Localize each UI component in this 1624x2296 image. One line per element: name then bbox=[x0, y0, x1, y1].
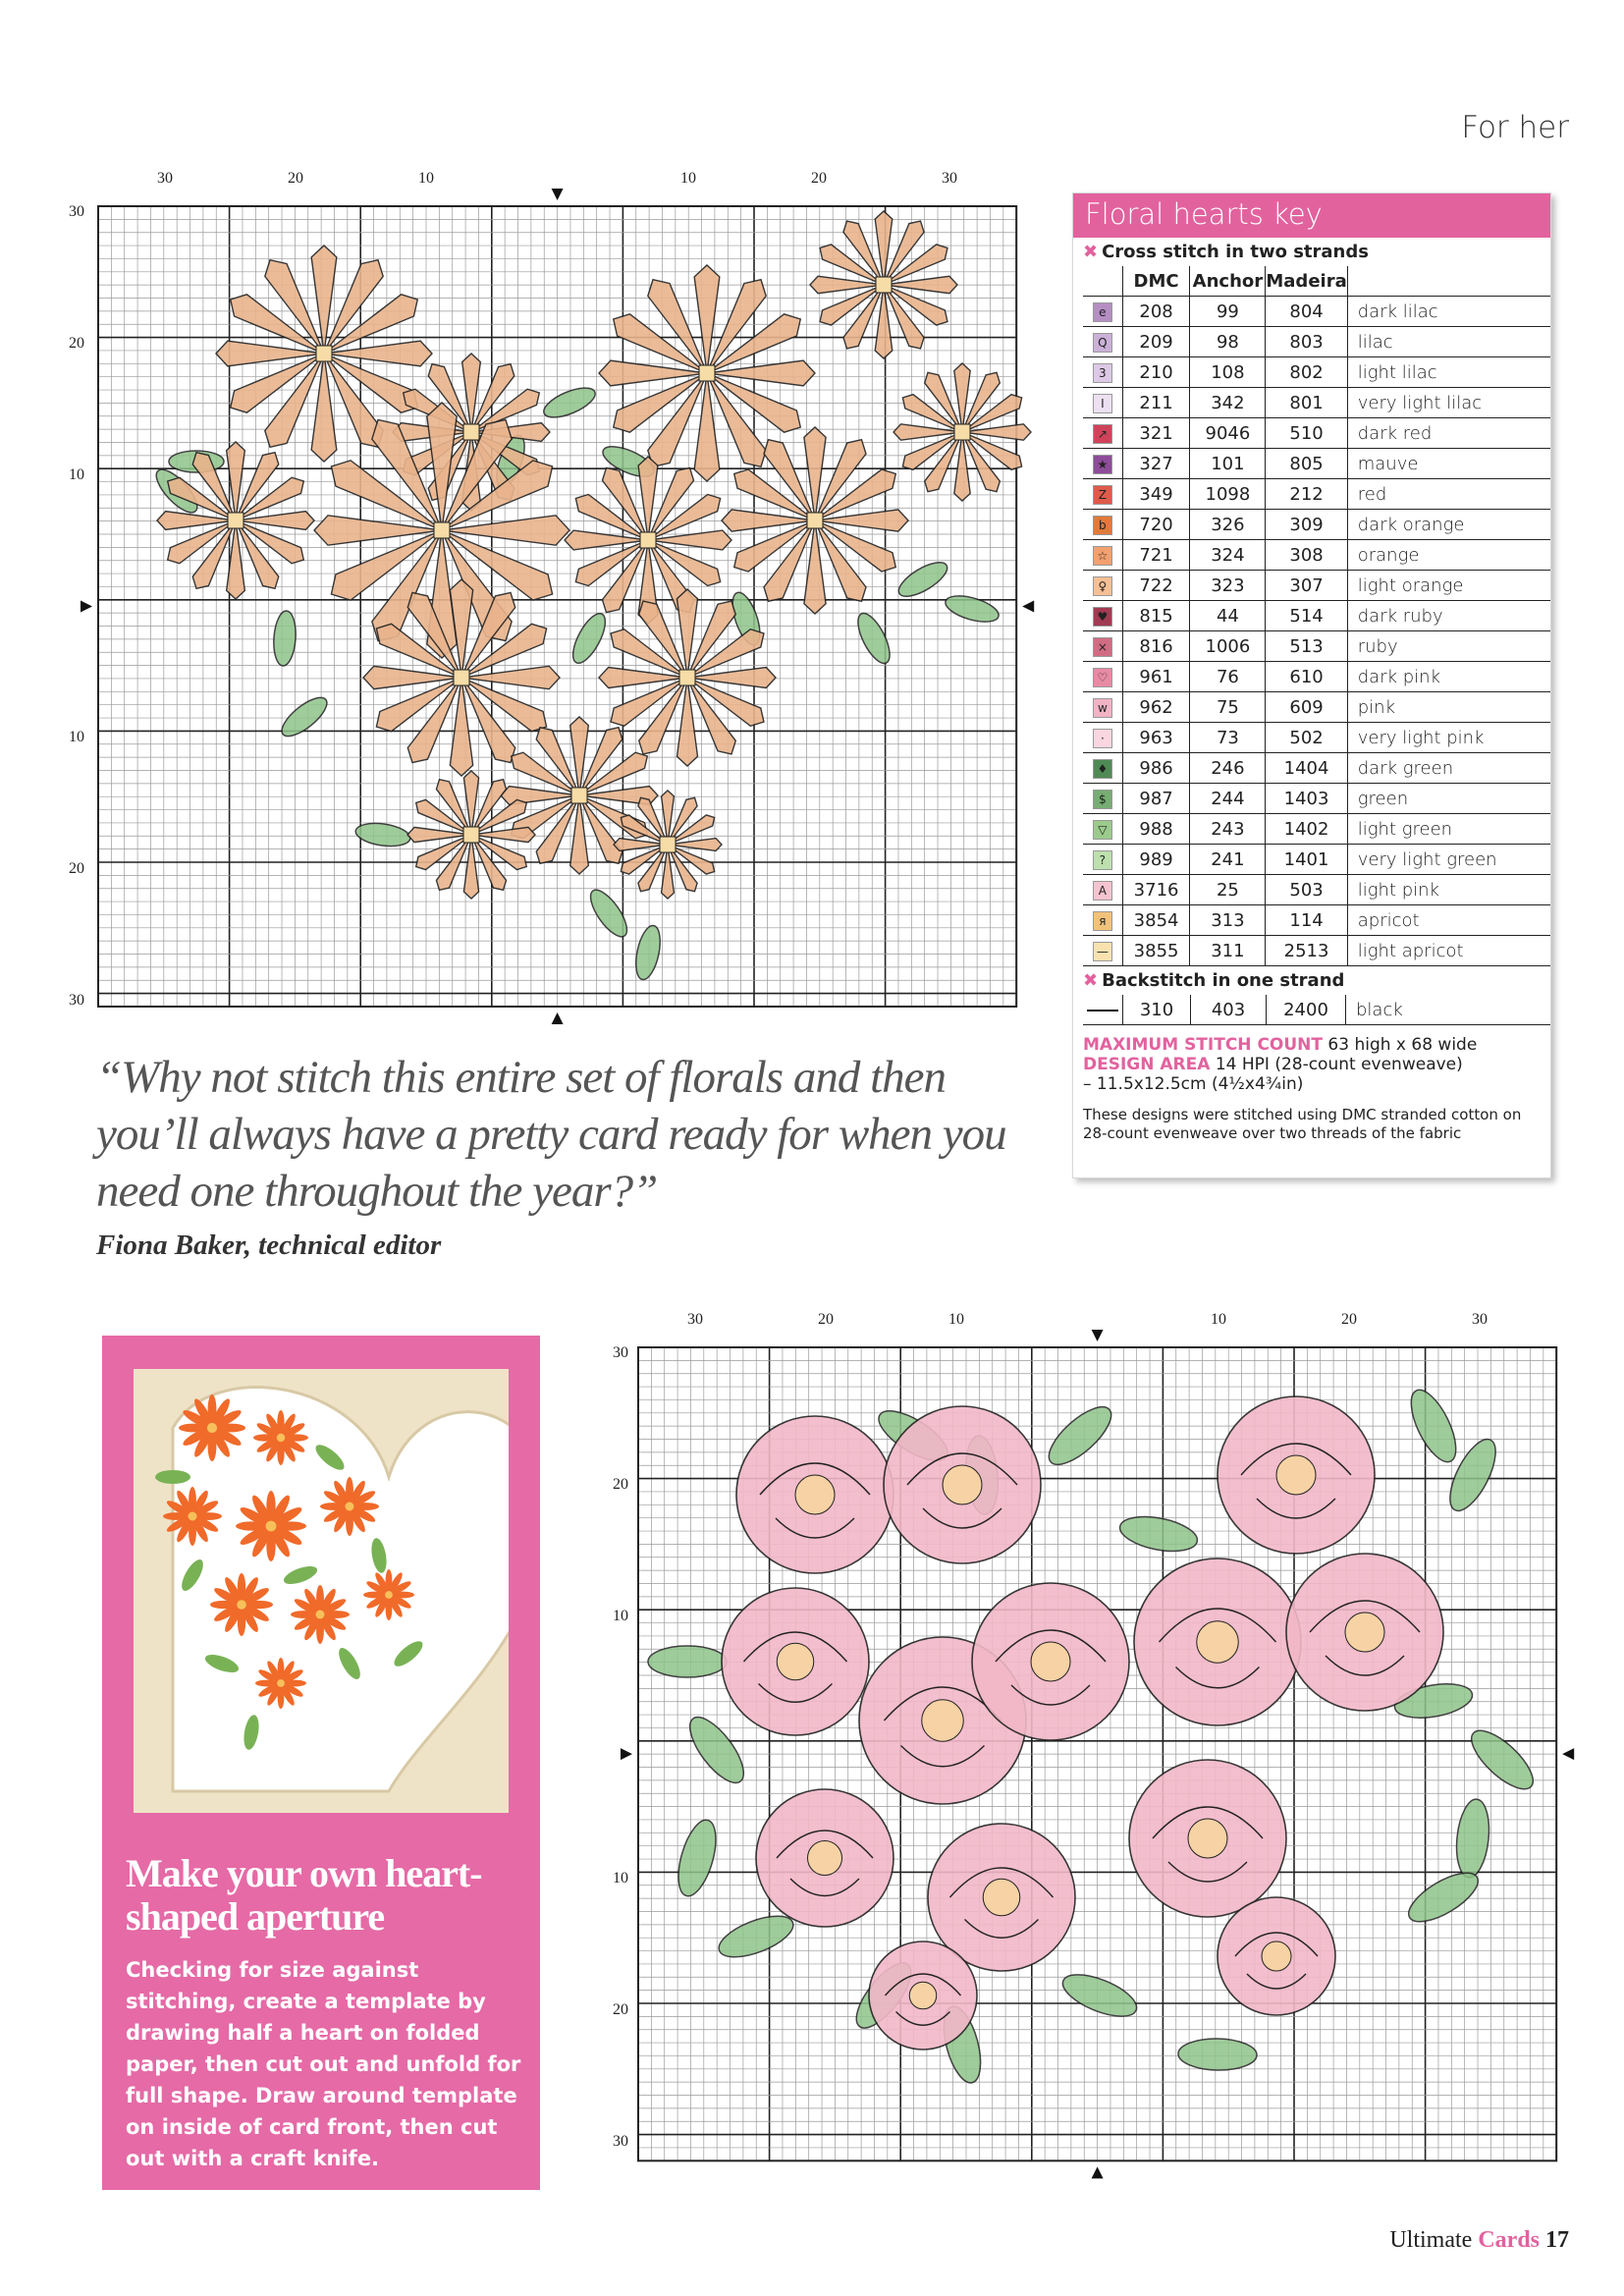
max-stitch-label: MAXIMUM STITCH COUNT bbox=[1083, 1035, 1324, 1055]
madeira-code: 2513 bbox=[1266, 936, 1347, 966]
axis-top-label: 10 bbox=[948, 1311, 964, 1328]
key-footer bbox=[1073, 1025, 1550, 1143]
axis-top-label: 10 bbox=[680, 170, 696, 187]
dmc-code: 3855 bbox=[1122, 936, 1190, 966]
swatch: e bbox=[1093, 302, 1112, 322]
backstitch-heading bbox=[1073, 966, 1550, 995]
axis-left-label: 30 bbox=[613, 1344, 628, 1361]
quote-author: Fiona Baker, technical editor bbox=[96, 1230, 442, 1261]
swatch: $ bbox=[1093, 790, 1112, 809]
thread-name: dark ruby bbox=[1347, 601, 1550, 631]
table-row bbox=[1083, 540, 1550, 571]
col-dmc: DMC bbox=[1122, 266, 1190, 297]
table-row bbox=[1083, 905, 1550, 936]
symbol-swatch bbox=[1083, 327, 1122, 357]
dmc-code: 327 bbox=[1122, 449, 1190, 479]
anchor-code: 246 bbox=[1190, 753, 1266, 784]
thread-name: red bbox=[1347, 479, 1550, 510]
anchor-code: 101 bbox=[1190, 449, 1266, 479]
thread-name: mauve bbox=[1347, 449, 1550, 479]
dmc-code: 3854 bbox=[1122, 905, 1190, 936]
table-row bbox=[1083, 297, 1550, 327]
thread-name: light green bbox=[1347, 814, 1550, 845]
axis-left-label: 20 bbox=[69, 860, 84, 877]
symbol-swatch bbox=[1083, 723, 1122, 753]
cross-stitch-chart-pink-roses bbox=[589, 1308, 1571, 2172]
madeira-code: 1402 bbox=[1266, 814, 1347, 845]
anchor-code: 313 bbox=[1190, 905, 1266, 936]
thread-name: very light green bbox=[1347, 845, 1550, 875]
madeira-code: 308 bbox=[1266, 540, 1347, 571]
symbol-swatch bbox=[1083, 814, 1122, 845]
madeira-code: 802 bbox=[1266, 357, 1347, 388]
madeira-code: 801 bbox=[1266, 388, 1347, 418]
page-number: 17 bbox=[1545, 2227, 1569, 2253]
axis-left-label: 20 bbox=[613, 1476, 628, 1493]
thread-name: very light lilac bbox=[1347, 388, 1550, 418]
axis-top-label: 30 bbox=[687, 1311, 703, 1328]
table-row bbox=[1083, 723, 1550, 753]
madeira-code: 610 bbox=[1266, 662, 1347, 692]
table-row bbox=[1083, 449, 1550, 479]
dmc-code: 816 bbox=[1122, 631, 1190, 662]
dmc-code: 989 bbox=[1122, 845, 1190, 875]
symbol-swatch bbox=[1083, 449, 1122, 479]
axis-left-label: 10 bbox=[613, 1870, 628, 1886]
thread-name: light pink bbox=[1347, 875, 1550, 905]
table-row bbox=[1083, 357, 1550, 388]
swatch: ♡ bbox=[1093, 668, 1112, 687]
anchor-code: 243 bbox=[1190, 814, 1266, 845]
dmc-code: 987 bbox=[1122, 784, 1190, 814]
axis-top-label: 20 bbox=[1341, 1311, 1357, 1328]
axis-left-label: 20 bbox=[613, 2001, 628, 2018]
tip-box-edge bbox=[534, 1336, 548, 2190]
symbol-swatch bbox=[1083, 357, 1122, 388]
dmc-code: 988 bbox=[1122, 814, 1190, 845]
axis-left-label: 30 bbox=[613, 2133, 628, 2150]
symbol-swatch bbox=[1083, 297, 1122, 327]
dmc-code: 321 bbox=[1122, 418, 1190, 449]
table-row bbox=[1083, 327, 1550, 357]
thread-name: dark orange bbox=[1347, 510, 1550, 540]
madeira-code: 805 bbox=[1266, 449, 1347, 479]
madeira-code: 114 bbox=[1266, 905, 1347, 936]
floral-hearts-key bbox=[1072, 192, 1551, 1178]
axis-left-label: 30 bbox=[69, 992, 84, 1009]
cross-icon: ✖ bbox=[1083, 242, 1099, 262]
thread-name: lilac bbox=[1347, 327, 1550, 357]
symbol-swatch bbox=[1083, 845, 1122, 875]
dmc-code: 986 bbox=[1122, 753, 1190, 784]
table-row bbox=[1083, 875, 1550, 905]
chart-grid-2 bbox=[589, 1308, 1571, 2172]
madeira-code: 212 bbox=[1266, 479, 1347, 510]
thread-name: dark lilac bbox=[1347, 297, 1550, 327]
thread-name: black bbox=[1346, 995, 1551, 1025]
tip-title: Make your own heart-shaped aperture bbox=[126, 1851, 482, 1939]
key-title: Floral hearts key bbox=[1073, 193, 1550, 238]
design-area-label: DESIGN AREA bbox=[1083, 1055, 1211, 1074]
symbol-swatch bbox=[1083, 388, 1122, 418]
table-row bbox=[1083, 662, 1550, 692]
anchor-code: 342 bbox=[1190, 388, 1266, 418]
dmc-code: 720 bbox=[1122, 510, 1190, 540]
swatch: ? bbox=[1093, 850, 1112, 870]
dmc-code: 208 bbox=[1122, 297, 1190, 327]
swatch: A bbox=[1093, 881, 1112, 901]
anchor-code: 25 bbox=[1190, 875, 1266, 905]
axis-left-label: 20 bbox=[69, 335, 84, 352]
axis-left-label: 10 bbox=[69, 729, 84, 745]
madeira-code: 514 bbox=[1266, 601, 1347, 631]
madeira-code: 1404 bbox=[1266, 753, 1347, 784]
symbol-swatch bbox=[1083, 875, 1122, 905]
thread-name: pink bbox=[1347, 692, 1550, 723]
anchor-code: 44 bbox=[1190, 601, 1266, 631]
symbol-swatch bbox=[1083, 510, 1122, 540]
table-row bbox=[1083, 845, 1550, 875]
col-name bbox=[1347, 266, 1550, 297]
swatch: × bbox=[1093, 637, 1112, 657]
swatch: ↗ bbox=[1093, 424, 1112, 444]
dmc-code: 721 bbox=[1122, 540, 1190, 571]
swatch: ♥ bbox=[1093, 607, 1112, 627]
swatch: я bbox=[1093, 911, 1112, 931]
cross-stitch-heading bbox=[1073, 238, 1550, 266]
swatch: ♀ bbox=[1093, 576, 1112, 596]
symbol-swatch bbox=[1083, 479, 1122, 510]
max-stitch-value: 63 high x 68 wide bbox=[1327, 1035, 1478, 1055]
swatch: b bbox=[1093, 516, 1112, 535]
brand-ultimate: Ultimate bbox=[1389, 2227, 1473, 2253]
dmc-code: 211 bbox=[1122, 388, 1190, 418]
key-table bbox=[1083, 266, 1550, 966]
swatch: ▽ bbox=[1093, 820, 1112, 840]
pull-quote: “Why not stitch this entire set of florals and then you’ll always have a pretty card ready for when you need one throughout the year?” bbox=[96, 1052, 1006, 1217]
col-symbol bbox=[1083, 266, 1122, 297]
madeira-code: 503 bbox=[1266, 875, 1347, 905]
axis-top-label: 30 bbox=[157, 170, 173, 187]
table-row bbox=[1083, 388, 1550, 418]
axis-top-label: 10 bbox=[418, 170, 434, 187]
swatch: ☆ bbox=[1093, 546, 1112, 566]
swatch: · bbox=[1093, 729, 1112, 748]
backstitch-table bbox=[1083, 995, 1550, 1025]
madeira-code: 803 bbox=[1266, 327, 1347, 357]
brand-cards: Cards bbox=[1478, 2227, 1540, 2253]
symbol-swatch bbox=[1083, 601, 1122, 631]
axis-top-label: 20 bbox=[818, 1311, 834, 1328]
card-photo-image bbox=[134, 1369, 509, 1813]
swatch: 3 bbox=[1093, 363, 1112, 383]
symbol-swatch bbox=[1083, 418, 1122, 449]
anchor-code: 323 bbox=[1190, 571, 1266, 601]
dmc-code: 210 bbox=[1122, 357, 1190, 388]
card-photo bbox=[134, 1369, 509, 1813]
dmc-code: 722 bbox=[1122, 571, 1190, 601]
table-row bbox=[1083, 631, 1550, 662]
dmc-code: 963 bbox=[1122, 723, 1190, 753]
axis-left-label: 30 bbox=[69, 203, 84, 220]
table-row bbox=[1083, 571, 1550, 601]
anchor-code: 76 bbox=[1190, 662, 1266, 692]
anchor-code: 241 bbox=[1190, 845, 1266, 875]
table-row bbox=[1083, 510, 1550, 540]
table-row bbox=[1083, 784, 1550, 814]
symbol-swatch bbox=[1083, 784, 1122, 814]
thread-name: light orange bbox=[1347, 571, 1550, 601]
swatch: Q bbox=[1093, 333, 1112, 353]
madeira-code: 2400 bbox=[1267, 995, 1346, 1025]
madeira-code: 804 bbox=[1266, 297, 1347, 327]
table-row bbox=[1083, 814, 1550, 845]
table-row bbox=[1083, 601, 1550, 631]
symbol-swatch bbox=[1083, 905, 1122, 936]
table-row bbox=[1083, 479, 1550, 510]
madeira-code: 609 bbox=[1266, 692, 1347, 723]
thread-name: apricot bbox=[1347, 905, 1550, 936]
backstitch-line-icon bbox=[1083, 995, 1123, 1025]
axis-left-label: 10 bbox=[613, 1608, 628, 1624]
symbol-swatch bbox=[1083, 631, 1122, 662]
madeira-code: 513 bbox=[1266, 631, 1347, 662]
tip-box-edge bbox=[94, 1336, 108, 2190]
section-label: For her bbox=[1461, 110, 1569, 145]
anchor-code: 108 bbox=[1190, 357, 1266, 388]
dmc-code: 815 bbox=[1122, 601, 1190, 631]
table-row bbox=[1083, 753, 1550, 784]
symbol-swatch bbox=[1083, 662, 1122, 692]
swatch: I bbox=[1093, 394, 1112, 413]
col-madeira: Madeira bbox=[1266, 266, 1347, 297]
anchor-code: 99 bbox=[1190, 297, 1266, 327]
madeira-code: 502 bbox=[1266, 723, 1347, 753]
anchor-code: 98 bbox=[1190, 327, 1266, 357]
cross-icon: ✖ bbox=[1083, 970, 1099, 991]
axis-top-label: 20 bbox=[811, 170, 827, 187]
anchor-code: 324 bbox=[1190, 540, 1266, 571]
dmc-code: 3716 bbox=[1122, 875, 1190, 905]
thread-name: green bbox=[1347, 784, 1550, 814]
cross-stitch-heading-text: Cross stitch in two strands bbox=[1102, 242, 1369, 262]
table-row bbox=[1083, 995, 1550, 1025]
thread-name: ruby bbox=[1347, 631, 1550, 662]
symbol-swatch bbox=[1083, 936, 1122, 966]
madeira-code: 307 bbox=[1266, 571, 1347, 601]
table-row bbox=[1083, 418, 1550, 449]
stitching-note: These designs were stitched using DMC stranded cotton on 28-count evenweave over two threads of the fabric bbox=[1083, 1106, 1522, 1142]
symbol-swatch bbox=[1083, 692, 1122, 723]
thread-name: dark red bbox=[1347, 418, 1550, 449]
axis-top-label: 20 bbox=[288, 170, 303, 187]
madeira-code: 1401 bbox=[1266, 845, 1347, 875]
swatch: w bbox=[1093, 698, 1112, 718]
swatch: ♦ bbox=[1093, 759, 1112, 779]
anchor-code: 1098 bbox=[1190, 479, 1266, 510]
anchor-code: 75 bbox=[1190, 692, 1266, 723]
thread-name: light apricot bbox=[1347, 936, 1550, 966]
axis-top-label: 10 bbox=[1211, 1311, 1226, 1328]
thread-name: very light pink bbox=[1347, 723, 1550, 753]
dmc-code: 962 bbox=[1122, 692, 1190, 723]
anchor-code: 1006 bbox=[1190, 631, 1266, 662]
design-size: – 11.5x12.5cm (4½x4¾in) bbox=[1083, 1074, 1304, 1094]
col-anchor: Anchor bbox=[1190, 266, 1266, 297]
backstitch-heading-text: Backstitch in one strand bbox=[1102, 970, 1345, 991]
anchor-code: 9046 bbox=[1190, 418, 1266, 449]
design-area-value: 14 HPI (28-count evenweave) bbox=[1215, 1055, 1463, 1074]
dmc-code: 310 bbox=[1123, 995, 1191, 1025]
cross-stitch-chart-orange-daisies bbox=[59, 167, 1041, 1021]
page-footer bbox=[1389, 2227, 1569, 2254]
axis-top-label: 30 bbox=[942, 170, 957, 187]
swatch: Z bbox=[1093, 485, 1112, 505]
anchor-code: 73 bbox=[1190, 723, 1266, 753]
thread-name: dark green bbox=[1347, 753, 1550, 784]
madeira-code: 309 bbox=[1266, 510, 1347, 540]
symbol-swatch bbox=[1083, 571, 1122, 601]
swatch: ★ bbox=[1093, 455, 1112, 474]
dmc-code: 209 bbox=[1122, 327, 1190, 357]
thread-name: orange bbox=[1347, 540, 1550, 571]
symbol-swatch bbox=[1083, 540, 1122, 571]
anchor-code: 311 bbox=[1190, 936, 1266, 966]
table-row bbox=[1083, 936, 1550, 966]
tip-body: Checking for size against stitching, create a template by drawing half a heart on folded paper, then cut out and unfold for full shape. Draw around template on inside of card front, then cut out with a craft knife. bbox=[126, 1958, 521, 2170]
madeira-code: 510 bbox=[1266, 418, 1347, 449]
dmc-code: 961 bbox=[1122, 662, 1190, 692]
dmc-code: 349 bbox=[1122, 479, 1190, 510]
madeira-code: 1403 bbox=[1266, 784, 1347, 814]
anchor-code: 244 bbox=[1190, 784, 1266, 814]
symbol-swatch bbox=[1083, 753, 1122, 784]
thread-name: dark pink bbox=[1347, 662, 1550, 692]
chart-grid-1 bbox=[59, 167, 1041, 1021]
thread-name: light lilac bbox=[1347, 357, 1550, 388]
anchor-code: 403 bbox=[1191, 995, 1267, 1025]
table-row bbox=[1083, 692, 1550, 723]
anchor-code: 326 bbox=[1190, 510, 1266, 540]
axis-top-label: 30 bbox=[1472, 1311, 1488, 1328]
axis-left-label: 10 bbox=[69, 466, 84, 483]
swatch: — bbox=[1093, 942, 1112, 961]
